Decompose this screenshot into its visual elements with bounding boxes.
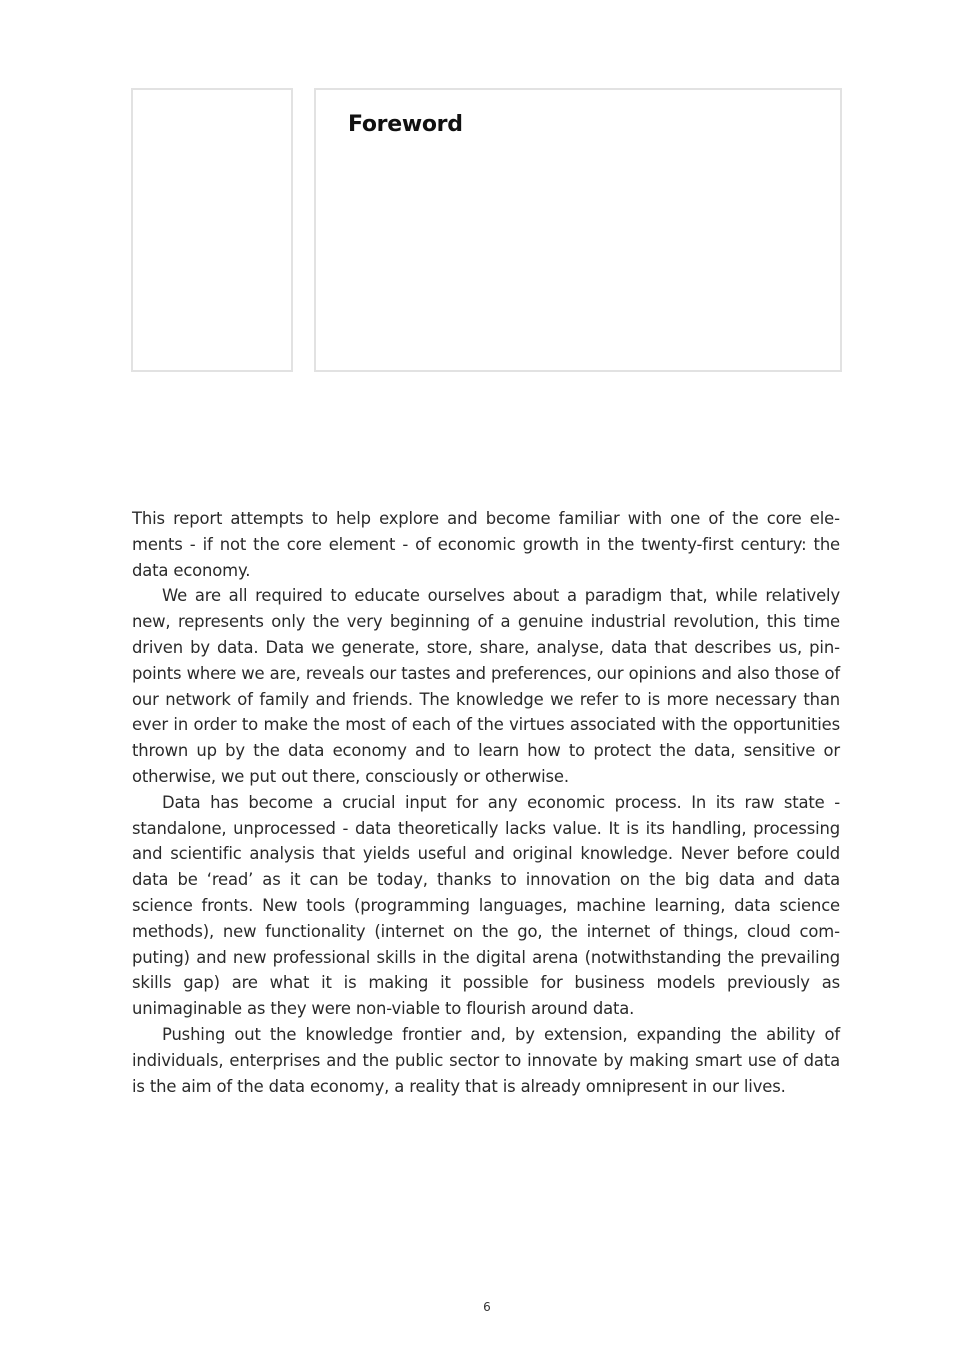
paragraph: We are all required to educate ourselves about a paradigm that, while relatively new, represents only the very beginning of a genuine industrial revolution, this time driven by data. Data we generate, store, share, analyse, data that describes us, pinpoints where we are, reveals our tastes and preferences, our opinions and also those of our network of family and friends. The knowledge we refer to is more necessary than ever in order to make the most of each of the virtues associated with the opportunities thrown up by the data economy and to learn how to protect the data, sensitive or otherwise, we put out there, consciously or otherwise. (132, 586, 840, 786)
paragraph: Data has become a crucial input for any economic process. In its raw state - standalone, unprocessed - data theoretically lacks value. It is its handling, processing and scientific analysis that yields useful and original knowledge. Never before could data be ‘read’ as it can be today, thanks to innovation on the big data and data science fronts. New tools (programming languages, machine learning, data science methods), new functionality (internet on the go, the internet of things, cloud computing) and new professional skills in the digital arena (notwithstanding the prevailing skills gap) are what it is making it possible for business models previously as unimaginable as they were non-viable to flourish around data. (132, 792, 840, 1019)
paragraph: This report attempts to help explore and become familiar with one of the core elements - if not the core element - of economic growth in the twenty-first century: the data economy. (132, 509, 840, 580)
section-title: Foreword (348, 112, 463, 137)
page-number: 6 (483, 1300, 491, 1314)
body-text (132, 506, 840, 1099)
title-box (314, 88, 842, 372)
paragraph: Pushing out the knowledge frontier and, by extension, expanding the ability of individuals, enterprises and the public sector to innovate by making smart use of data is the aim of the data economy, a reality that is already omnipresent in our lives. (132, 1024, 840, 1096)
side-panel-box (131, 88, 293, 372)
